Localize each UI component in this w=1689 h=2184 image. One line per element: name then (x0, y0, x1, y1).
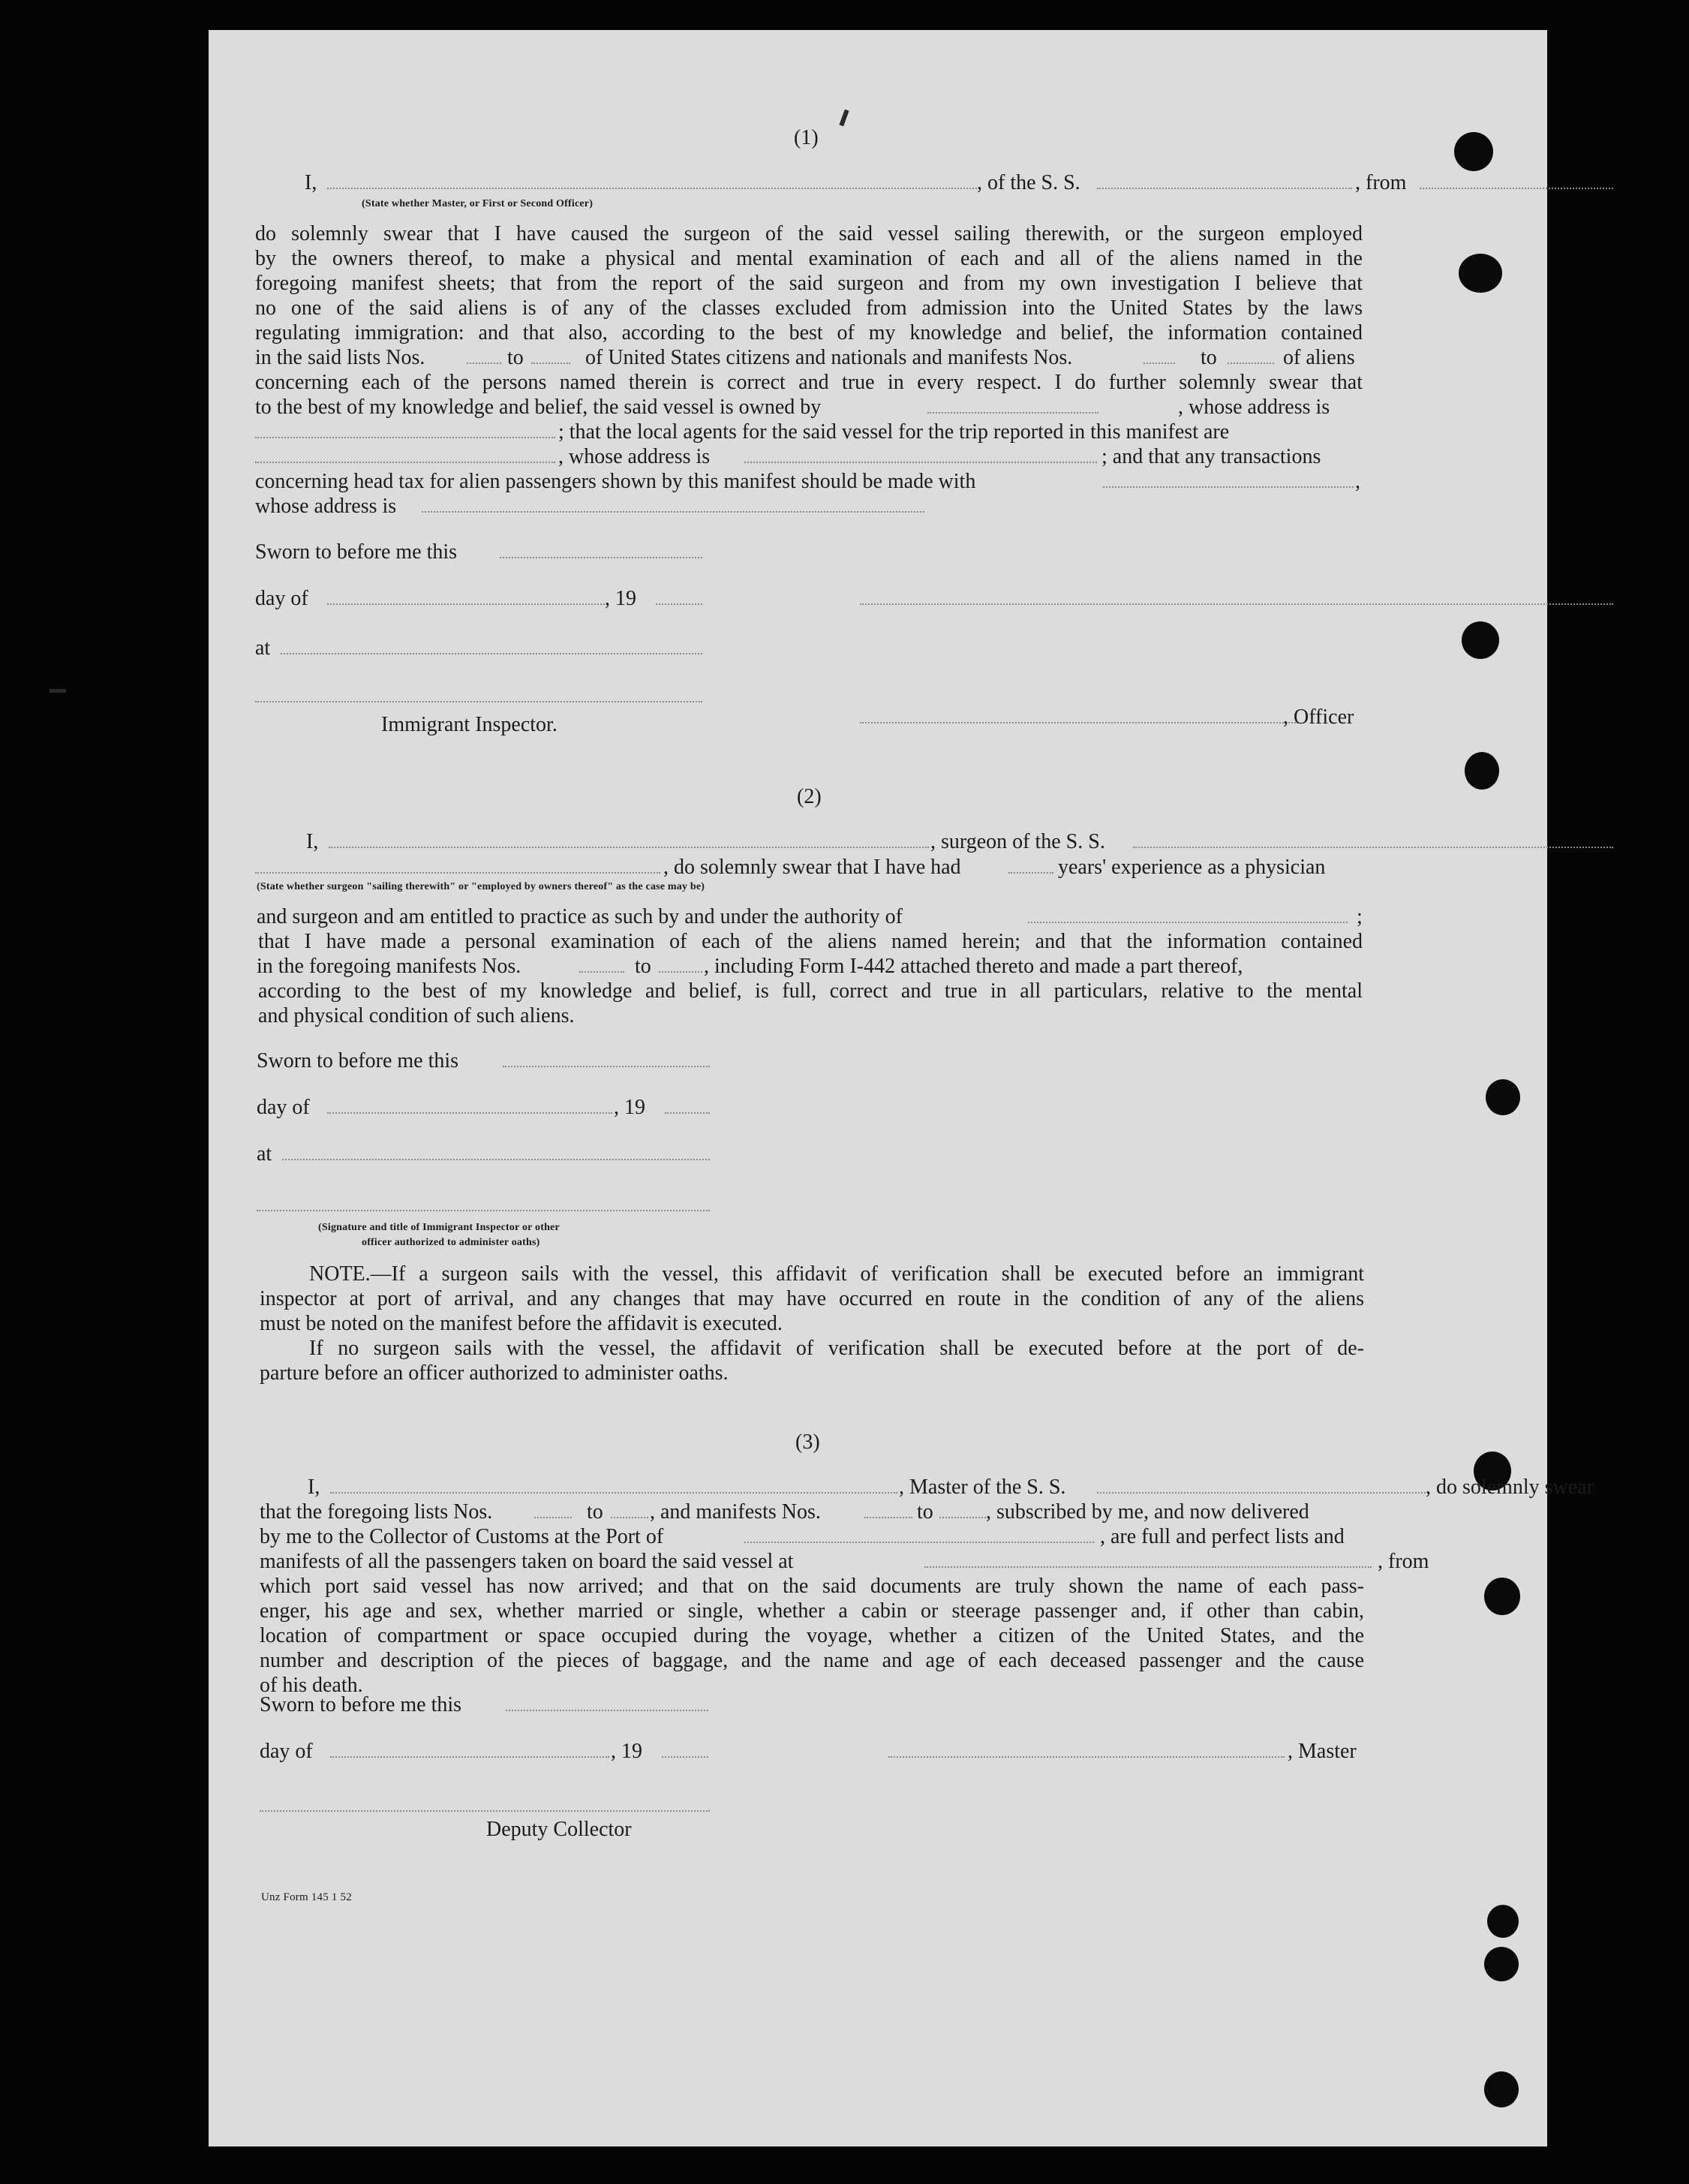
s1-officer-signature-field[interactable] (860, 705, 1298, 723)
s2-year-field[interactable] (665, 1096, 710, 1114)
manifests-from-field[interactable] (1144, 346, 1175, 364)
owner-address-field[interactable] (255, 420, 555, 438)
head-tax-contact-field[interactable] (1103, 470, 1354, 488)
agents-field[interactable] (255, 445, 555, 463)
s3-master-name-field[interactable] (330, 1476, 897, 1494)
s2-manifests-to-field[interactable] (659, 955, 702, 973)
s3-departure-port-field[interactable] (924, 1550, 1372, 1568)
s3-lists-from-field[interactable] (534, 1500, 572, 1518)
s3-master-signature-field[interactable] (888, 1740, 1285, 1758)
s3-manifests-from-field[interactable] (864, 1500, 912, 1518)
s3-body-2: enger, his age and sex, whether married or single, whether a cabin or steerage passenger and, if other than cabin, (260, 1599, 1364, 1623)
s3-vessel-field[interactable] (1097, 1476, 1426, 1494)
s2-years-field[interactable] (1008, 856, 1053, 874)
note-line-3: must be noted on the manifest before the affidavit is executed. (260, 1312, 783, 1335)
punch-hole (1459, 254, 1502, 293)
s1-sworn-date-field[interactable] (500, 540, 702, 558)
s3-year-field[interactable] (662, 1740, 708, 1758)
punch-hole (1484, 1578, 1520, 1615)
s2-surgeon-name-field[interactable] (329, 830, 929, 848)
s1-body-6: concerning each of the persons named therein is correct and true in every respect. I do further solemnly swear that (255, 371, 1363, 394)
s3-manifests-to-field[interactable] (939, 1500, 986, 1518)
agents-address-field[interactable] (744, 445, 1097, 463)
note-line-1: NOTE.—If a surgeon sails with the vessel, this affidavit of verification shall be executed before an immigrant (309, 1262, 1364, 1286)
s1-body-2: by the owners thereof, to make a physical and mental examination of each and all of the aliens named in the (255, 247, 1363, 270)
s2-surgeon-type-field[interactable] (255, 856, 660, 874)
form-id: Unz Form 145 1 52 (261, 1891, 352, 1903)
punch-hole (1484, 2071, 1519, 2107)
s2-line-4: that I have made a personal examination of each of the aliens named herein; and that the information contained (258, 930, 1363, 953)
note-line-2: inspector at port of arrival, and any changes that may have occurred en route in the condition of any of the aliens (260, 1287, 1364, 1310)
from-port-field[interactable] (1420, 171, 1613, 189)
s1-body-5: regulating immigration: and that also, according to the best of my knowledge and belief, the information contained (255, 321, 1363, 344)
s3-body-5: of his death. (260, 1674, 363, 1697)
s3-body-3: location of compartment or space occupied during the voyage, whether a citizen of the United States, and the (260, 1624, 1364, 1647)
s2-place-field[interactable] (282, 1142, 710, 1160)
punch-hole (1486, 1079, 1520, 1115)
s3-lists-to-field[interactable] (611, 1500, 648, 1518)
s1-day-field[interactable] (327, 587, 605, 605)
punch-hole (1465, 752, 1499, 790)
lists-to-field[interactable] (531, 346, 570, 364)
s1-place-field[interactable] (281, 636, 702, 654)
punch-hole (1484, 1947, 1519, 1981)
s2-surgeon-note: (State whether surgeon "sailing therewith" or "employed by owners thereof" as the case may be) (257, 881, 705, 892)
section-3-number: (3) (795, 1430, 820, 1454)
note-line-5: parture before an officer authorized to administer oaths. (260, 1361, 729, 1385)
section-2-number: (2) (797, 785, 822, 808)
s2-line-6: according to the best of my knowledge and belief, is full, correct and true in all particulars, relative to the mental (258, 979, 1363, 1003)
section-1-number: (1) (794, 126, 819, 149)
s2-line-7: and physical condition of such aliens. (258, 1004, 575, 1027)
scan-mark (50, 689, 66, 693)
s3-deputy-signature-field[interactable] (260, 1794, 710, 1812)
s2-sworn-date-field[interactable] (503, 1049, 710, 1067)
s2-sig-note-1: (Signature and title of Immigrant Inspector or other (318, 1222, 560, 1233)
s2-authority-field[interactable] (1028, 905, 1348, 923)
officer-note: (State whether Master, or First or Second Officer) (362, 198, 594, 209)
s1-body-4: no one of the said aliens is of any of the classes excluded from admission into the United States by the laws (255, 296, 1363, 320)
punch-hole (1462, 621, 1499, 659)
s1-signature-field[interactable] (860, 587, 1613, 605)
vessel-name-field[interactable] (1097, 171, 1352, 189)
s1-inspector-signature-field[interactable] (255, 684, 702, 702)
officer-title-field[interactable] (327, 171, 977, 189)
s3-port-field[interactable] (744, 1525, 1094, 1543)
s2-vessel-field[interactable] (1133, 830, 1613, 848)
s1-body-1: do solemnly swear that I have caused the surgeon of the said vessel sailing therewith, or the surgeon employed (255, 222, 1363, 245)
lists-from-field[interactable] (467, 346, 501, 364)
s3-day-field[interactable] (330, 1740, 609, 1758)
s1-body-3: foregoing manifest sheets; that from the report of the said surgeon and from my own investigation I believe that (255, 272, 1363, 295)
punch-hole (1454, 132, 1493, 171)
owner-field[interactable] (927, 396, 1098, 414)
s2-day-field[interactable] (327, 1096, 612, 1114)
s2-inspector-signature-field[interactable] (257, 1193, 710, 1211)
punch-hole (1487, 1905, 1519, 1938)
s3-sworn-date-field[interactable] (506, 1693, 708, 1711)
s1-year-field[interactable] (656, 587, 702, 605)
s3-body-1: which port said vessel has now arrived; and that on the said documents are truly shown the name of each pass- (260, 1575, 1364, 1598)
note-line-4: If no surgeon sails with the vessel, the affidavit of verification shall be executed before at the port of de- (309, 1337, 1364, 1360)
manifests-to-field[interactable] (1228, 346, 1274, 364)
s3-body-4: number and description of the pieces of baggage, and the name and age of each deceased passenger and the cause (260, 1649, 1364, 1672)
head-tax-address-field[interactable] (422, 495, 924, 513)
s2-manifests-from-field[interactable] (579, 955, 624, 973)
s2-sig-note-2: officer authorized to administer oaths) (362, 1237, 540, 1248)
